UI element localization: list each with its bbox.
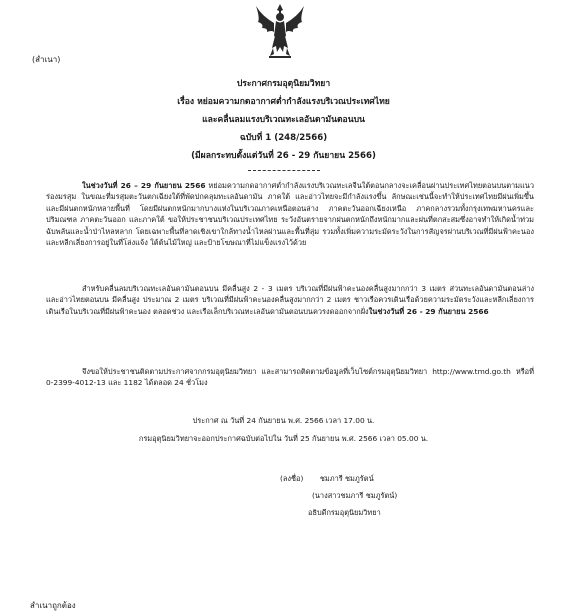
announcement-subject: เรื่อง หย่อมความกดอากาศต่ำกำลังแรงบริเวณประเทศไทย xyxy=(177,97,390,107)
signature-block xyxy=(280,473,480,524)
signatory-title: อธิบดีกรมอุตุนิยมวิทยา xyxy=(308,508,381,517)
effective-period: (มีผลกระทบตั้งแต่วันที่ 26 - 29 กันยายน 2566) xyxy=(191,151,376,161)
paragraph-contact-text: จึงขอให้ประชาชนติดตามประกาศจากกรมอุตุนิยมวิทยา และสามารถติดตามข้อมูลที่เว็บไซต์กรมอุตุนิยมวิทยา http://www.tmd.go.th หรือที่ 0-2399-4012-13 และ 1182 ได้ตลอด 24 ชั่วโมง xyxy=(46,367,534,388)
garuda-emblem-icon xyxy=(254,2,306,60)
issued-datetime: ประกาศ ณ วันที่ 24 กันยายน พ.ศ. 2566 เวลา 17.00 น. xyxy=(192,416,375,425)
paragraph-weather xyxy=(46,180,534,249)
announcement-subject-cont: และคลื่นลมแรงบริเวณทะเลอันดามันตอนบน xyxy=(202,115,365,125)
paragraph-weather-lead: ในช่วงวันที่ 26 – 29 กันยายน 2566 xyxy=(82,181,206,190)
signed-label: (ลงชื่อ) xyxy=(280,474,304,483)
next-issue-notice: กรมอุตุนิยมวิทยาจะออกประกาศฉบับต่อไปใน วันที่ 25 กันยายน พ.ศ. 2566 เวลา 05.00 น. xyxy=(138,434,429,443)
paragraph-waves-period: ในช่วงวันที่ 26 - 29 กันยายน 2566 xyxy=(368,306,489,316)
department-title: ประกาศกรมอุตุนิยมวิทยา xyxy=(236,79,331,89)
paragraph-waves xyxy=(46,283,534,317)
issue-number: ฉบับที่ 1 (248/2566) xyxy=(239,133,328,143)
signatory-full-name: (นางสาวชมภารี ชมภูรัตน์) xyxy=(312,491,398,500)
signed-name: ชมภารี ชมภูรัตน์ xyxy=(319,474,374,483)
paragraph-contact xyxy=(46,366,534,389)
paragraph-weather-text: หย่อมความกดอากาศต่ำกำลังแรงบริเวณทะเลจีนใต้ตอนกลางจะเคลื่อนผ่านประเทศไทยตอนบนตามแนวร่องมรสุม ในขณะที่มรสุมตะวันตกเฉียงใต้ที่พัดปกคลุมทะเลอันดามัน ภาคใต้ และอ่าวไทยจะมีกำลังแรงขึ้น ลักษณะเช่นนี้จะทำให้ประเทศไทยมีฝนเพิ่มขึ้นและมีฝนตกหนักหลายพื้นที่ โดยมีฝนตกหนักมากบางแห่งในบริเวณภาคเหนือตอนล่าง ภาคตะวันออกเฉียงเหนือ ภาคกลางรวมทั้งกรุงเทพมหานครและปริมณฑล ภาคตะวันออก และภาคใต้ ขอให้ประชาชนบริเวณประเทศไทย ระวังอันตรายจากฝนตกหนักถึงหนักมากและฝนที่ตกสะสมซึ่งอาจทำให้เกิดน้ำท่วมฉับพลันและน้ำป่าไหลหลาก โดยเฉพาะพื้นที่ลาดเชิงเขาใกล้ทางน้ำไหลผ่านและพื้นที่ลุ่ม รวมทั้งเพิ่มความระมัดระวังในการสัญจรผ่านบริเวณที่มีฝนฟ้าคะนองและหลีกเลี่ยงการอยู่ในที่โล่งแจ้ง ใต้ต้นไม้ใหญ่ และป้ายโฆษณาที่ไม่แข็งแรงไว้ด้วย xyxy=(46,181,534,248)
copy-label: (สำเนา) xyxy=(32,55,61,64)
heading-divider xyxy=(248,170,320,171)
certified-copy-label: สำเนาถูกต้อง xyxy=(30,601,76,610)
paragraph-waves-text: สำหรับคลื่นลมบริเวณทะเลอันดามันตอนบน มีคลื่นสูง 2 - 3 เมตร บริเวณที่มีฝนฟ้าคะนองคลื่นสูงมากกว่า 3 เมตร ส่วนทะเลอันดามันตอนล่างและอ่าวไทยตอนบน มีคลื่นสูง ประมาณ 2 เมตร บริเวณที่มีฝนฟ้าคะนองคลื่นสูงมากกว่า 2 เมตร ชาวเรือควรเดินเรือด้วยความระมัดระวังและหลีกเลี่ยงการเดินเรือในบริเวณที่มีฝนฟ้าคะนอง ตลอดช่วง และเรือเล็กบริเวณทะเลอันดามันตอนบนควรงดออกจากฝั่ง xyxy=(46,284,534,316)
